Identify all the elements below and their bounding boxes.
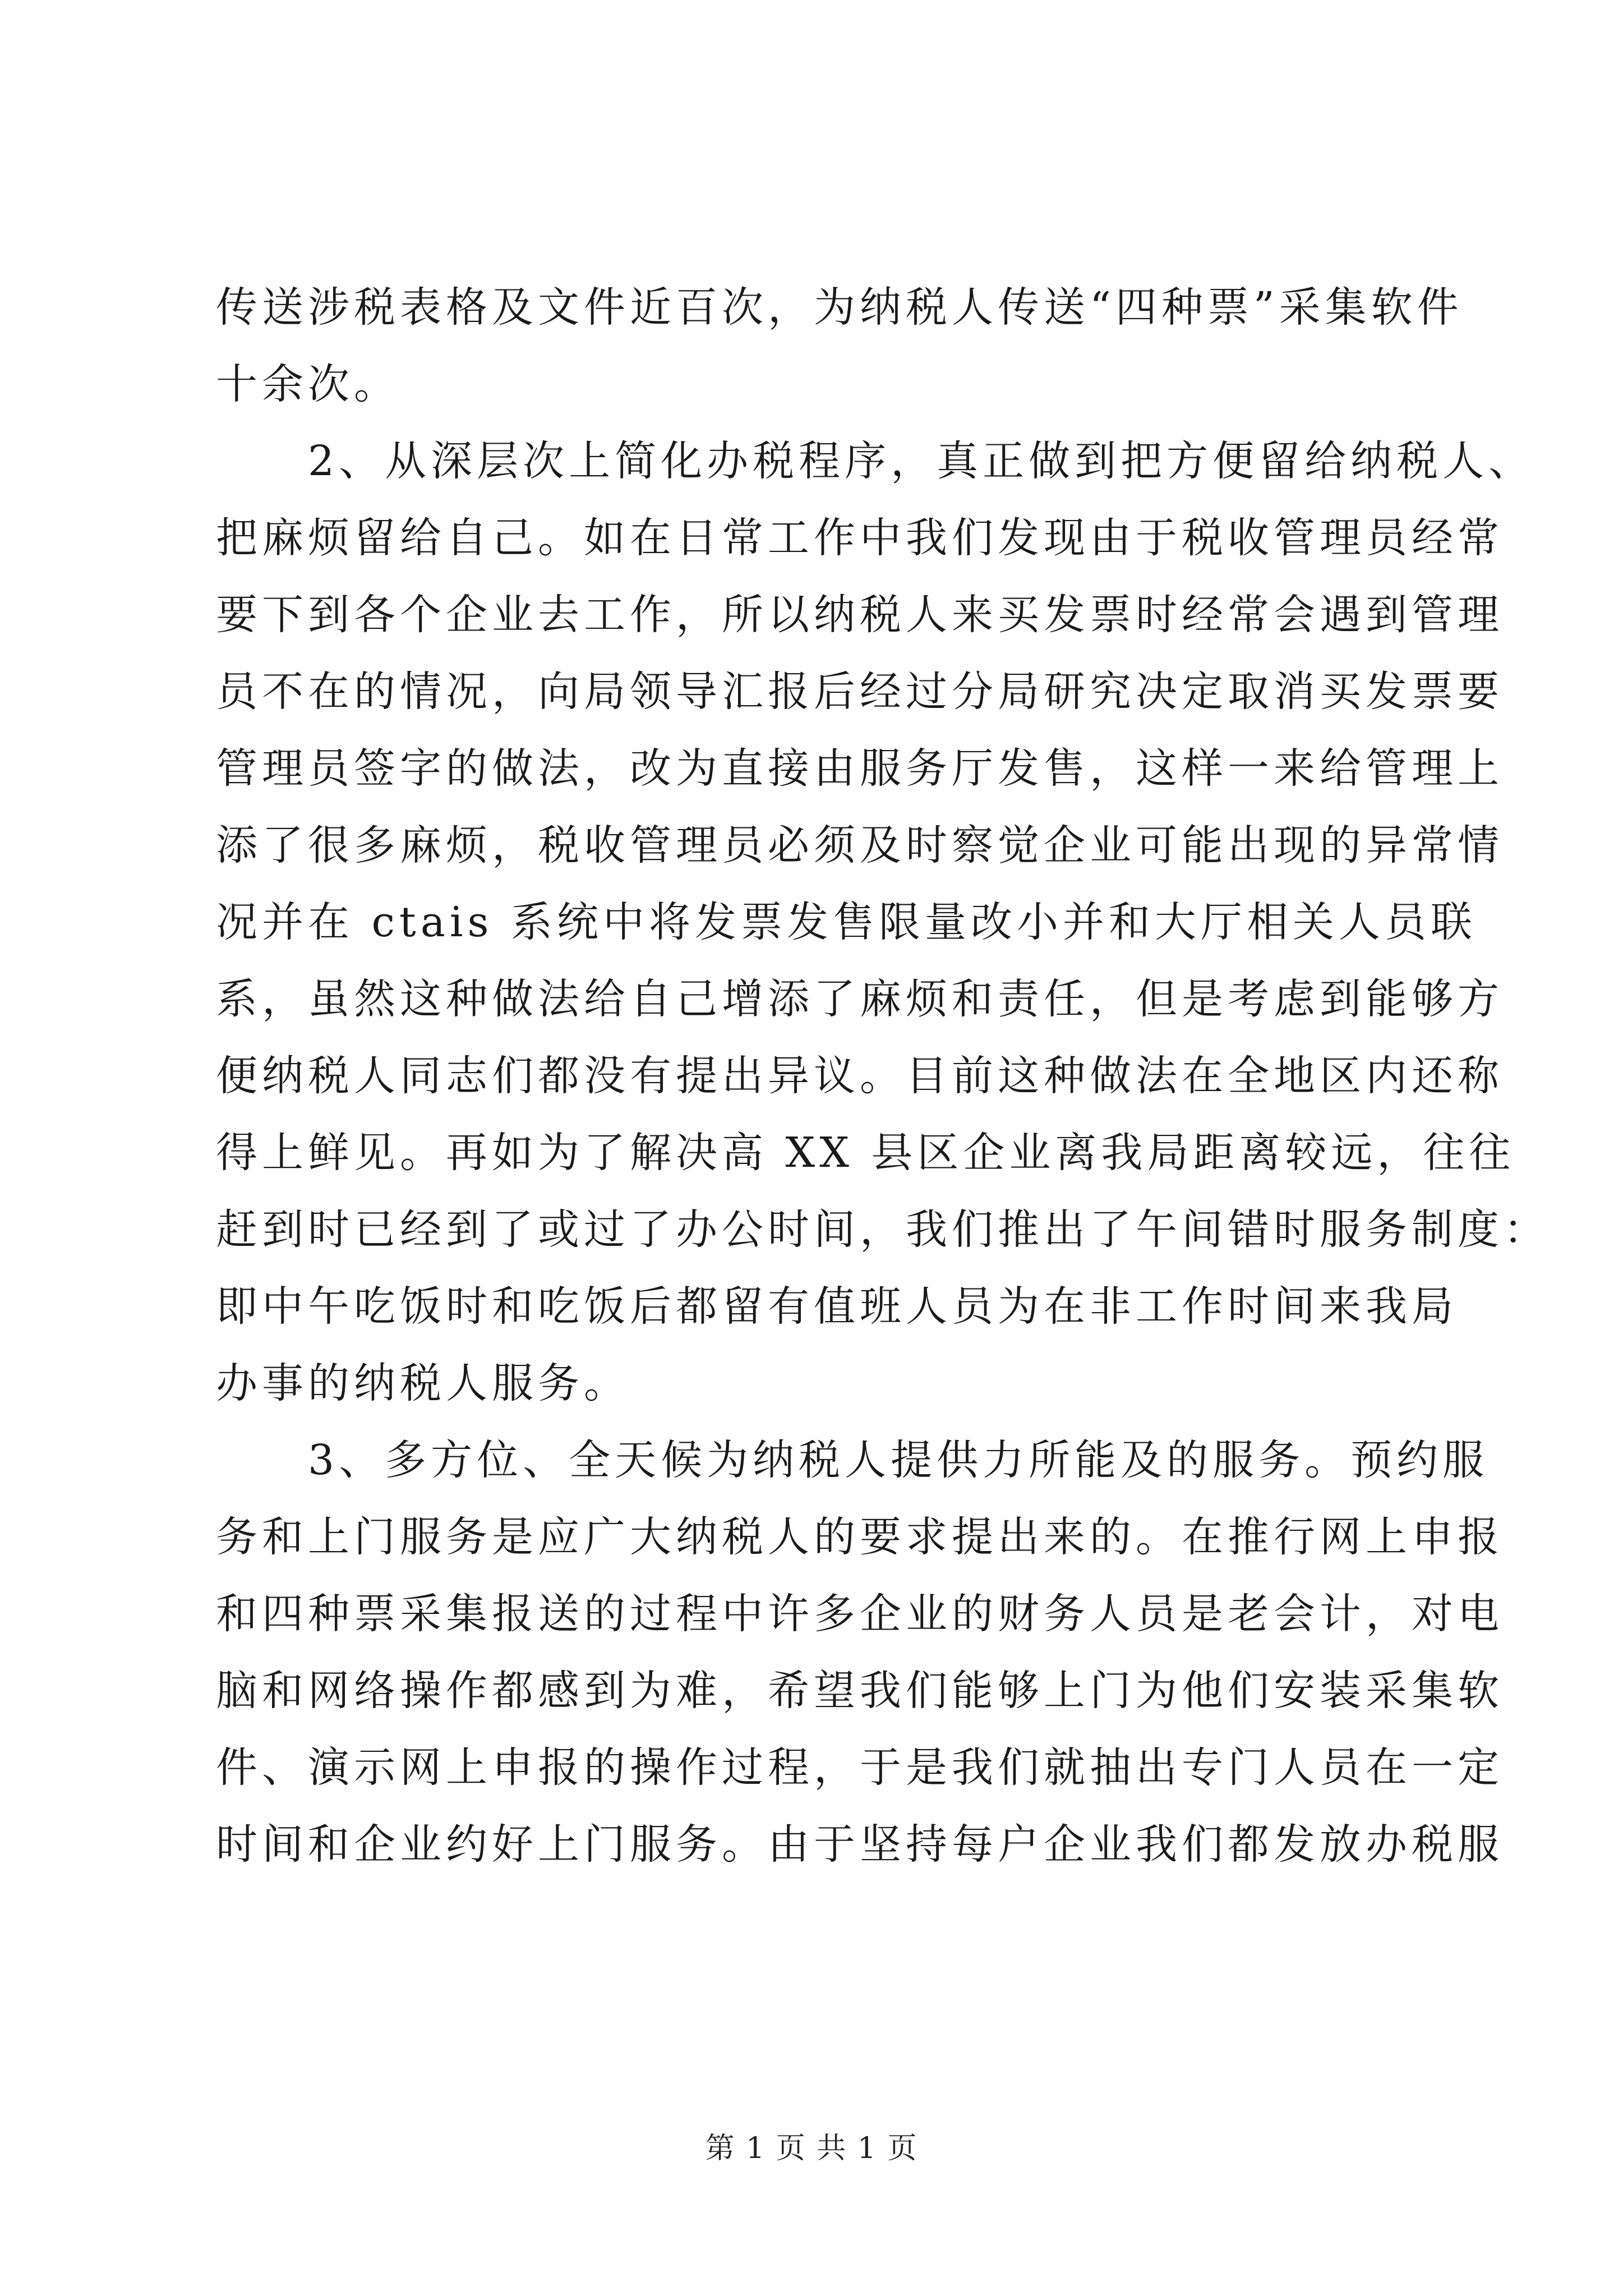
text-line: 便纳税人同志们都没有提出异议。目前这种做法在全地区内还称 xyxy=(216,1052,1504,1100)
text-line: 员不在的情况，向局领导汇报后经过分局研究决定取消买发票要 xyxy=(216,668,1504,716)
text-line: 脑和网络操作都感到为难，希望我们能够上门为他们安装采集软 xyxy=(216,1667,1504,1715)
document-body xyxy=(216,269,1550,1883)
text-line: 务和上门服务是应广大纳税人的要求提出来的。在推行网上申报 xyxy=(216,1513,1504,1561)
text-line: 时间和企业约好上门服务。由于坚持每户企业我们都发放办税服 xyxy=(216,1820,1504,1869)
text-line: 2、从深层次上简化办税程序，真正做到把方便留给纳税人、 xyxy=(216,437,1535,485)
page-number-label: 第 1 页 共 1 页 xyxy=(705,2132,918,2165)
text-line: 十余次。 xyxy=(216,360,400,408)
text-line: 和四种票采集报送的过程中许多企业的财务人员是老会计，对电 xyxy=(216,1590,1504,1638)
text-line: 况并在 ctais 系统中将发票发售限量改小并和大厅相关人员联 xyxy=(216,898,1477,946)
text-line: 添了很多麻烦，税收管理员必须及时察觉企业可能出现的异常情 xyxy=(216,821,1504,869)
text-line: 要下到各个企业去工作，所以纳税人来买发票时经常会遇到管理 xyxy=(216,591,1504,639)
page-footer xyxy=(0,2132,1623,2165)
text-line: 系，虽然这种做法给自己增添了麻烦和责任，但是考虑到能够方 xyxy=(216,975,1504,1023)
text-line: 传送涉税表格及文件近百次，为纳税人传送“四种票”采集软件 xyxy=(216,283,1463,332)
text-line: 办事的纳税人服务。 xyxy=(216,1359,630,1407)
text-line: 管理员签字的做法，改为直接由服务厅发售，这样一来给管理上 xyxy=(216,744,1504,793)
text-line: 把麻烦留给自己。如在日常工作中我们发现由于税收管理员经常 xyxy=(216,514,1504,562)
text-line: 得上鲜见。再如为了解决高 XX 县区企业离我局距离较远，往往 xyxy=(216,1129,1515,1177)
text-line: 赶到时已经到了或过了办公时间，我们推出了午间错时服务制度： xyxy=(216,1205,1550,1254)
text-line: 3、多方位、全天候为纳税人提供力所能及的服务。预约服 xyxy=(216,1436,1489,1484)
text-line: 件、演示网上申报的操作过程，于是我们就抽出专门人员在一定 xyxy=(216,1743,1504,1792)
text-line: 即中午吃饭时和吃饭后都留有值班人员为在非工作时间来我局 xyxy=(216,1282,1458,1331)
